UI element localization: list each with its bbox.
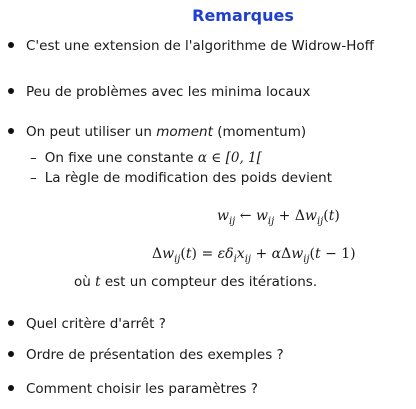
subbullet-text: On fixe une constante: [44, 150, 198, 166]
bullet-dot: [8, 385, 14, 391]
bullet-moment: [8, 124, 306, 140]
iteration-note: [74, 274, 317, 290]
bullet-text: Peu de problèmes avec les minima locaux: [26, 84, 311, 100]
bullet-parametres: [8, 381, 258, 397]
subbullet-constante: [30, 150, 262, 166]
bullet-text-suffix: (momentum): [212, 124, 307, 140]
subbullet-dash: –: [30, 170, 37, 186]
bullet-dot: [8, 88, 14, 94]
bullet-dot: [8, 351, 14, 357]
bullet-text-emphasis: moment: [156, 124, 213, 140]
bullet-dot: [8, 320, 14, 326]
bullet-text: Comment choisir les paramètres ?: [26, 381, 258, 397]
bullet-critere-arret: [8, 316, 166, 332]
bullet-text-prefix: On peut utiliser un: [26, 124, 157, 140]
slide-title: Remarques: [192, 6, 294, 25]
equation-delta: $\Delta w_{ij}(t) = \varepsilon\delta_ix_{ij} + \alpha\Delta w_{ij}(t - 1)$: [152, 246, 356, 265]
bullet-text: Quel critère d'arrêt ?: [26, 316, 166, 332]
bullet-text: Ordre de présentation des exemples ?: [26, 347, 284, 363]
bullet-dot: [8, 128, 14, 134]
subbullet-text: La règle de modification des poids devient: [44, 170, 333, 186]
subbullet-math: α ∈ [0, 1[: [197, 150, 262, 166]
note-prefix: où: [74, 274, 96, 290]
bullet-widrow-hoff: [8, 38, 374, 54]
note-variable: t: [95, 274, 101, 290]
bullet-minima-locaux: [8, 84, 310, 100]
bullet-dot: [8, 42, 14, 48]
note-suffix: est un compteur des itérations.: [100, 274, 318, 290]
bullet-ordre-presentation: [8, 347, 284, 363]
equation-update: $w_{ij}$ ← $w_{ij} + \Delta w_{ij}(t)$: [217, 208, 340, 227]
bullet-text: C'est une extension de l'algorithme de Widrow-Hoff: [26, 38, 374, 54]
subbullet-dash: –: [30, 150, 37, 166]
subbullet-regle: [30, 170, 332, 186]
